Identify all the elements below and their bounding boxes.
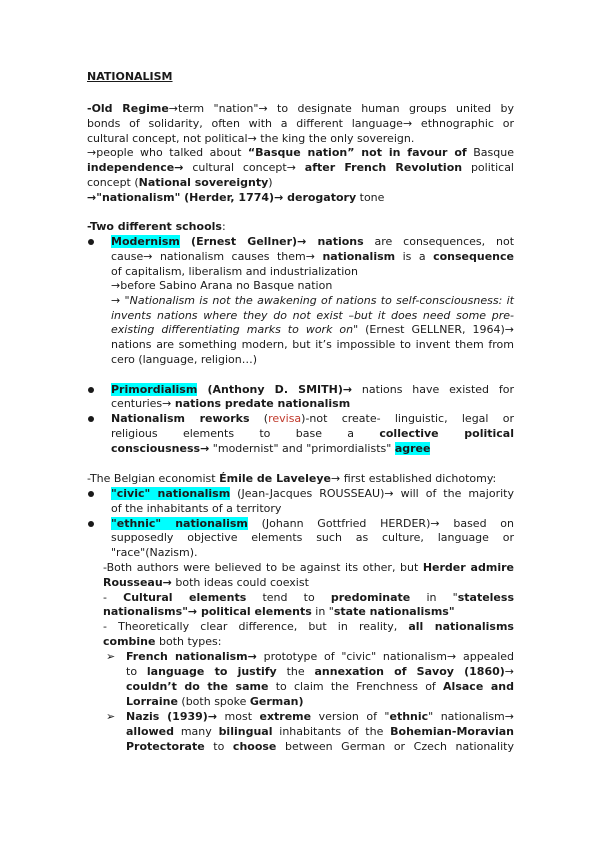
text-line [87,116,514,131]
text-segment: combine [103,635,156,648]
text-line [126,709,514,724]
text-segment: invents nations where they do not exist –but it does need some pre- [111,309,514,322]
text-segment: (Johann Gottfried HERDER)→ based on [247,517,515,530]
text-segment: cultural concept, not political→ the king the only sovereign. [87,132,415,145]
text-segment: both types: [155,635,222,648]
text-line [103,590,514,605]
text-line [103,634,602,649]
page-title: NATIONALISM [87,70,173,83]
text-segment: centuries→ [111,397,175,410]
text-line [87,175,602,190]
text-segment: is a [395,250,434,263]
text-segment: Émile de Laveleye [219,472,331,485]
text-segment: -Both authors were believed to be against its other, but [103,561,423,574]
bullet-dot [88,491,94,497]
text-line [87,160,514,175]
text-segment: cause→ nationalism causes them→ [111,250,323,263]
text-segment: (both spoke [177,695,250,708]
text-segment: Alsace and [443,680,514,693]
text-segment: existing differentiating marks to work on [111,323,354,336]
text-line [111,501,602,516]
text-segment: are consequences, not [363,235,515,248]
text-line [111,278,602,293]
text-segment: →people who talked about [87,146,248,159]
text-segment: to [126,665,147,678]
text-segment: political [462,161,514,174]
text-segment: to claim the Frenchness of [268,680,444,693]
text-segment: → [504,665,514,678]
text-segment: ethnic [389,710,429,723]
text-segment: " (Ernest GELLNER, 1964)→ [353,323,514,336]
text-segment: Protectorate [126,740,205,753]
text-segment: (Anthony D. SMITH)→ [197,383,353,396]
text-segment: nations are something modern, but it’s impossible to invent them from [111,338,514,351]
text-segment: French nationalism→ [126,650,257,663]
text-line [126,724,514,739]
text-line [111,516,514,531]
text-segment: Nationalism is not the awakening of nations to self-consciousness: it [129,294,514,307]
text-segment: →term "nation"→ to designate human groups united by [168,102,514,115]
text-segment: language to justify [146,665,277,678]
text-segment: →"nationalism" (Herder, 1774)→ derogatory [87,191,357,204]
text-segment: → first established dichotomy: [331,472,497,485]
text-segment: religious elements to base a [111,427,380,440]
text-segment: Herder admire [422,561,514,574]
text-segment: National sovereignty [138,176,269,189]
text-segment: nationalisms"→ political elements [103,605,312,618]
arrow-bullet-icon: ➢ [106,710,116,723]
text-segment: - Theoretically clear difference, but in reality, [103,620,409,633]
text-segment: after French Revolution [304,161,463,174]
text-line [126,694,602,709]
text-segment: Bohemian-Moravian [390,725,514,738]
text-segment: Rousseau→ [103,576,172,589]
text-segment: revisa [268,412,302,425]
text-line [111,382,514,397]
text-segment: Lorraine [126,695,178,708]
text-segment: agree [394,442,431,455]
text-segment: ) [268,176,273,189]
text-segment: " nationalism→ [428,710,514,723]
text-segment: Basque [466,146,514,159]
text-segment: allowed [126,725,175,738]
text-line [87,145,514,160]
text-segment: supposedly objective elements such as culture, language or [111,531,514,544]
text-segment: cultural concept→ [183,161,305,174]
text-segment: : [221,220,226,233]
text-segment: between German or Czech nationality [276,740,514,753]
text-segment: extreme [259,710,312,723]
text-segment: Nazis (1939)→ [126,710,218,723]
text-segment: (Ernest Gellner)→ nations [179,235,364,248]
text-segment: Nationalism reworks [111,412,250,425]
text-segment: "race"(Nazism). [111,546,198,559]
text-segment: independence→ [87,161,184,174]
text-segment: state nationalisms" [333,605,455,618]
text-line [111,441,602,456]
text-line [87,190,602,205]
text-line [111,352,602,367]
text-segment: of capitalism, liberalism and industrialization [111,265,358,278]
text-segment: -The Belgian economist [87,472,220,485]
text-line [111,249,514,264]
arrow-bullet-icon: ➢ [106,650,116,663]
text-segment: “Basque nation” not in favour of [247,146,467,159]
text-segment: consciousness→ [111,442,210,455]
bullet-dot [88,239,94,245]
text-line [126,664,514,679]
text-line [111,293,514,308]
text-segment: "ethnic" nationalism [111,517,248,530]
bullet-dot [88,387,94,393]
text-segment: bilingual [218,725,273,738]
text-segment: nations predate nationalism [174,397,351,410]
text-segment: - [103,591,124,604]
text-segment: the [276,665,315,678]
text-segment: (Jean-Jacques ROUSSEAU)→ will of the majority [230,487,514,500]
text-segment: -Old Regime [87,102,169,115]
text-segment: of the inhabitants of a territory [111,502,282,515]
text-segment: most [217,710,260,723]
text-segment: German) [249,695,304,708]
bullet-dot [88,521,94,527]
text-segment: choose [232,740,277,753]
text-line [87,101,514,116]
text-segment: couldn’t do the same [126,680,269,693]
text-segment: many [174,725,219,738]
text-segment: Cultural elements [123,591,247,604]
text-segment: Primordialism [111,383,198,396]
text-segment: ( [249,412,269,425]
text-line [111,337,514,352]
text-line [111,308,514,323]
text-segment: all nationalisms [408,620,514,633]
text-line [111,234,514,249]
text-line [103,619,514,634]
bullet-dot [88,416,94,422]
text-line [87,219,602,234]
text-segment: -Two different schools [87,220,222,233]
text-segment: "civic" nationalism [111,487,231,500]
text-segment: →before Sabino Arana no Basque nation [111,279,333,292]
text-line [111,322,514,337]
text-segment: )-not create- linguistic, legal or [301,412,514,425]
text-line [111,264,602,279]
text-line [111,396,602,411]
text-segment: concept ( [87,176,139,189]
text-segment: Modernism [111,235,180,248]
text-segment: → " [111,294,130,307]
text-line [111,426,514,441]
text-segment: stateless [457,591,514,604]
text-segment: in " [410,591,458,604]
text-segment: "modernist" and "primordialists" [209,442,395,455]
text-line [87,471,602,486]
text-line [103,575,602,590]
text-line [111,486,514,501]
text-line [103,604,602,619]
text-segment: to [204,740,233,753]
text-line [126,649,514,664]
text-segment: collective political [379,427,514,440]
text-line [111,530,514,545]
text-segment: cero (language, religion…) [111,353,258,366]
text-segment: inhabitants of the [272,725,391,738]
text-segment: annexation of Savoy (1860) [314,665,505,678]
text-segment: nationalism [322,250,396,263]
text-segment: in " [311,605,334,618]
text-line [111,411,514,426]
text-line [126,739,514,754]
text-segment: predominate [330,591,411,604]
text-segment: consequence [433,250,514,263]
text-line [126,679,514,694]
text-segment: both ideas could coexist [171,576,309,589]
text-segment: tend to [246,591,331,604]
text-segment: nations have existed for [352,383,515,396]
text-segment: prototype of "civic" nationalism→ appealed [256,650,514,663]
text-line [103,560,514,575]
text-segment: bonds of solidarity, often with a different language→ ethnographic or [87,117,514,130]
text-segment: tone [356,191,385,204]
text-segment: version of " [311,710,390,723]
text-line [87,131,602,146]
text-line [111,545,602,560]
